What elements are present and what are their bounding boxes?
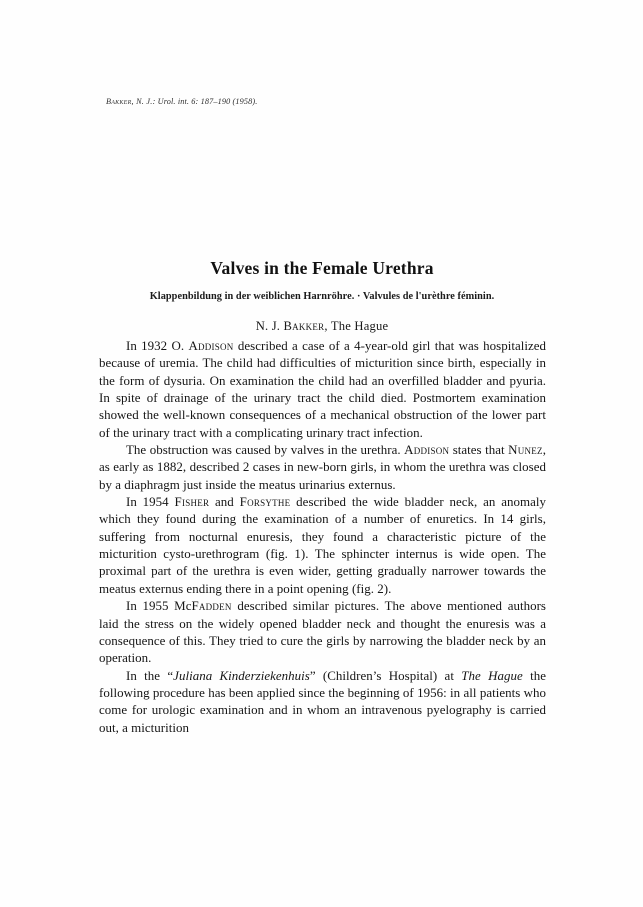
author-byline bbox=[72, 319, 572, 334]
byline-surname: Bakker bbox=[283, 319, 325, 333]
article-subtitle: Klappenbildung in der weiblichen Harnröhre. · Valvules de l'urèthre féminin. bbox=[149, 291, 495, 302]
cited-author-name: Fisher bbox=[174, 494, 210, 510]
article-body bbox=[99, 337, 546, 736]
emphasized-text: The Hague bbox=[461, 667, 523, 683]
body-text-run: In 1954 bbox=[126, 494, 175, 510]
body-text-run: In 1955 Mc bbox=[126, 598, 192, 614]
running-head-author: Bakker, N. J. bbox=[106, 97, 153, 106]
page-title: Valves in the Female Urethra bbox=[210, 258, 434, 278]
cited-author-name: Fadden bbox=[191, 598, 232, 614]
cited-author-name: Forsythe bbox=[239, 494, 291, 510]
title-block bbox=[72, 258, 572, 334]
body-paragraph bbox=[99, 667, 546, 736]
running-head bbox=[106, 97, 536, 106]
body-text-run: described a case of a 4-year-old girl that was hospitalized because of uremia. The child had difficulties of micturition since birth, especially in the form of dysuria. On examination the child had an overfilled bladder and pyuria. In spite of drainage of the urinary tract the child died. Postmortem examination showed the well-known consequences of a mechanical obstruction of the lower part of the urinary tract with a complicating urinary tract infection. bbox=[99, 338, 547, 440]
body-text-run: , as early as 1882, described 2 cases in new-born girls, in whom the urethra was closed by a diaphragm just inside the meatus urinarius externus. bbox=[99, 442, 546, 492]
body-text-run: states that bbox=[449, 442, 509, 458]
body-text-run: described the wide bladder neck, an anomaly which they found during the examination of a number of enuretics. In 14 girls, suffering from nocturnal enuresis, they found a characteristic picture of the micturition cysto-urethrogram (fig. 1). The sphincter internus is wide open. The proximal part of the urethra is even wider, getting gradually narrower towards the meatus externus ending there in a point opening (fig. 2). bbox=[99, 494, 546, 596]
emphasized-text: Juliana Kinderziekenhuis bbox=[173, 667, 310, 683]
byline-affiliation: , The Hague bbox=[324, 319, 389, 333]
body-text-run: In 1932 O. bbox=[126, 338, 189, 353]
body-paragraph bbox=[99, 597, 546, 666]
cited-author-name: Addison bbox=[404, 442, 450, 458]
byline-initials: N. J. bbox=[255, 319, 284, 333]
body-text-run: ” (Children’s Hospital) at bbox=[309, 667, 462, 683]
body-text-run: and bbox=[209, 494, 240, 510]
running-head-citation: : Urol. int. 6: 187–190 (1958). bbox=[152, 97, 258, 106]
cited-author-name: Addison bbox=[188, 338, 234, 353]
body-paragraph bbox=[99, 493, 546, 597]
body-text-run: described similar pictures. The above mentioned authors laid the stress on the widely opened bladder neck and thought the enuresis was a consequence of this. They tried to cure the girls by narrowing the bladder neck by an operation. bbox=[99, 598, 546, 666]
body-text-run: In the “ bbox=[126, 667, 174, 683]
cited-author-name: Nunez bbox=[508, 442, 543, 458]
body-paragraph bbox=[99, 441, 546, 493]
body-paragraph bbox=[99, 337, 546, 441]
body-text-run: The obstruction was caused by valves in the urethra. bbox=[126, 442, 405, 458]
body-text-run: the following procedure has been applied since the beginning of 1956: in all patients who come for urologic examination and in whom an intravenous pyelography is carried out, a micturition bbox=[99, 667, 546, 735]
